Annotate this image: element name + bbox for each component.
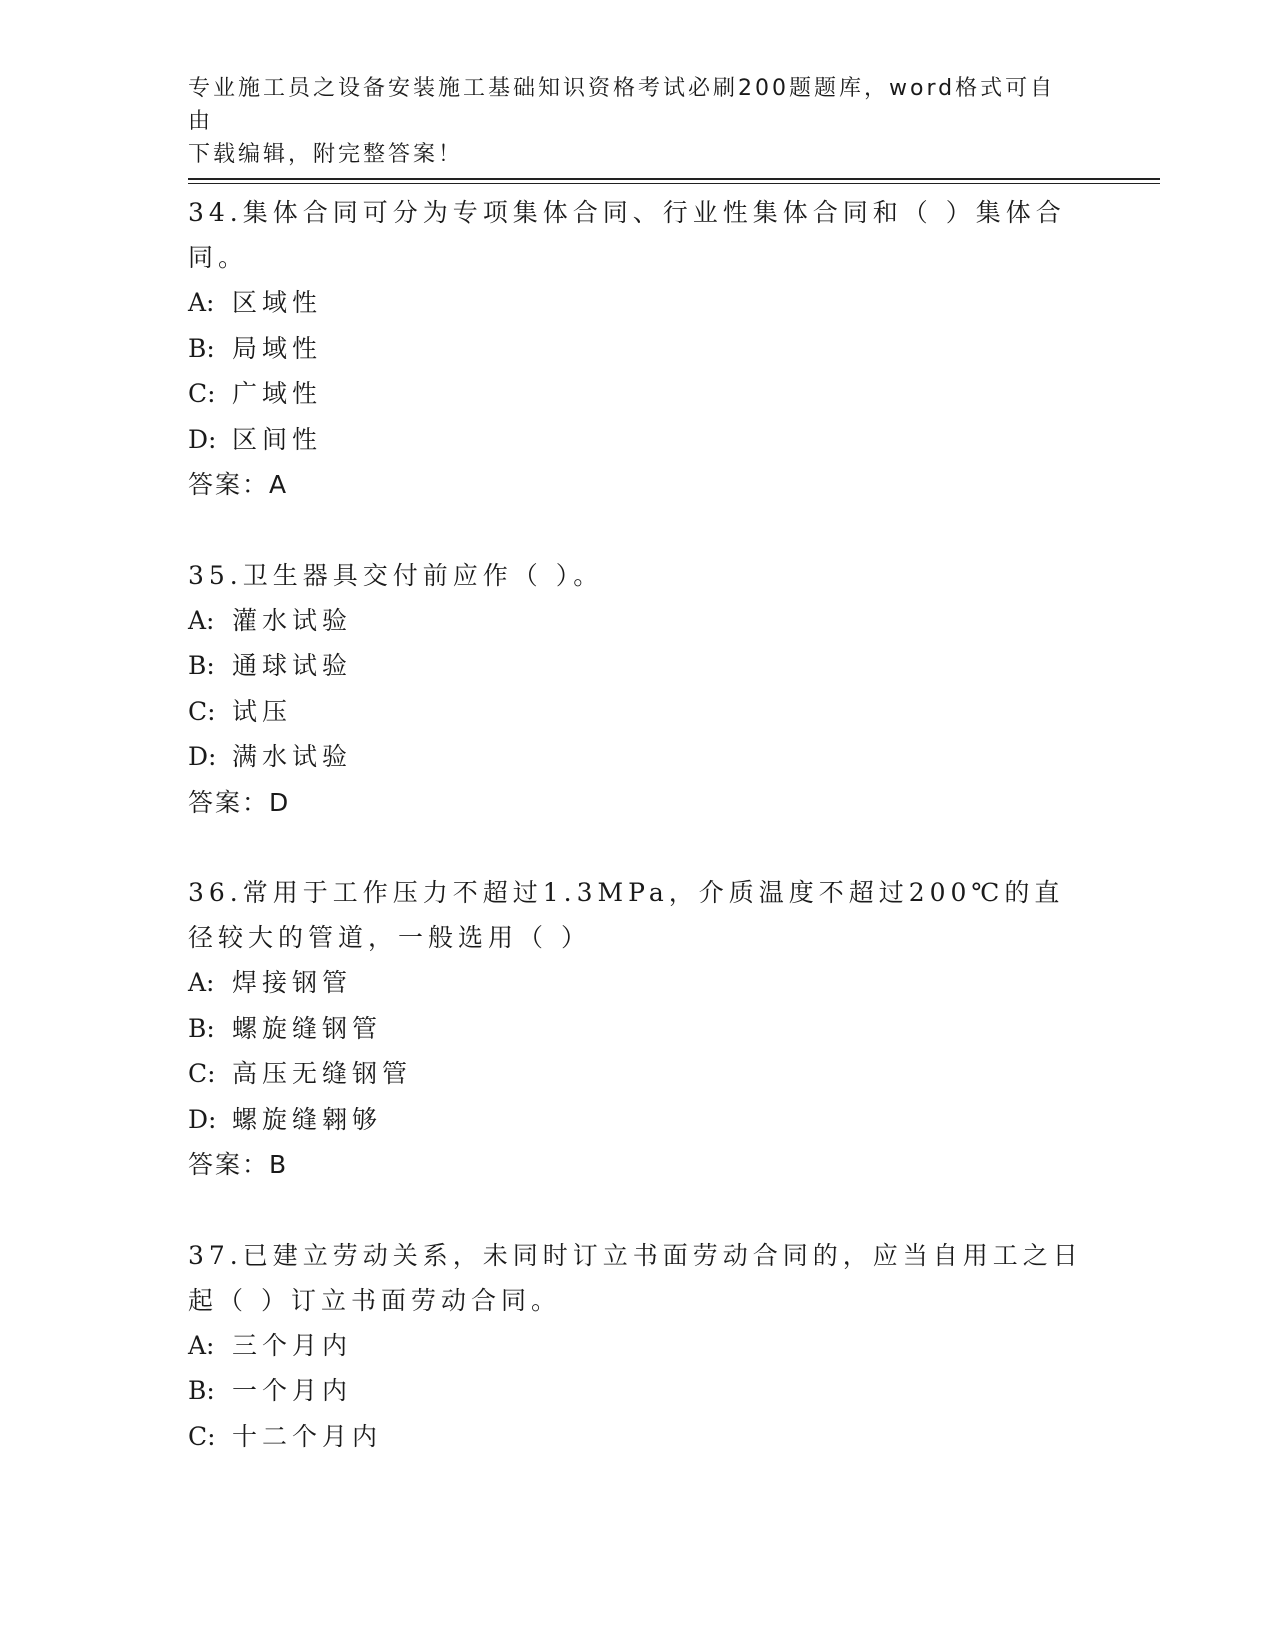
option-text: 三个月内	[232, 1330, 353, 1360]
option-text: 满水试验	[232, 742, 353, 771]
header-divider-thin	[188, 183, 1160, 184]
option-b	[188, 1006, 1088, 1052]
option-key: A:	[188, 605, 215, 635]
option-a	[188, 960, 1088, 1006]
option-key: A:	[188, 288, 215, 317]
option-b	[188, 643, 1088, 689]
answer-line: 答案：D	[188, 787, 291, 817]
answer-line: 答案：B	[188, 1150, 289, 1179]
option-key: B:	[188, 1013, 215, 1043]
question-36	[188, 870, 1088, 1188]
option-key: B:	[188, 651, 215, 680]
option-text: 区域性	[232, 288, 323, 317]
option-c	[188, 371, 1088, 417]
header-line-1: 专业施工员之设备安装施工基础知识资格考试必刷200题题库，word格式可自由	[188, 76, 1056, 134]
option-key: A:	[188, 1330, 215, 1360]
option-key: C:	[188, 696, 216, 726]
option-key: C:	[188, 1059, 216, 1088]
option-a	[188, 1323, 1088, 1369]
question-list	[188, 190, 1088, 1459]
option-key: B:	[188, 333, 215, 363]
document-header	[188, 72, 1068, 171]
option-text: 高压无缝钢管	[232, 1059, 413, 1088]
option-text: 螺旋缝翱够	[232, 1104, 383, 1134]
option-a	[188, 280, 1088, 326]
option-c	[188, 689, 1088, 735]
question-37	[188, 1233, 1088, 1460]
option-key: D:	[188, 424, 217, 454]
option-d	[188, 1097, 1088, 1143]
answer-line: 答案：A	[188, 470, 289, 499]
option-text: 广域性	[232, 379, 323, 408]
option-text: 螺旋缝钢管	[232, 1013, 383, 1043]
question-34	[188, 190, 1088, 508]
option-text: 十二个月内	[232, 1421, 383, 1451]
option-key: D:	[188, 742, 217, 771]
option-c	[188, 1414, 1088, 1460]
option-key: D:	[188, 1104, 217, 1134]
option-text: 通球试验	[232, 651, 353, 680]
option-c	[188, 1051, 1088, 1097]
question-stem: 37.已建立劳动关系，未同时订立书面劳动合同的，应当自用工之日起（ ）订立书面劳动合同。	[188, 1240, 1083, 1315]
option-text: 灌水试验	[232, 605, 353, 635]
question-35	[188, 553, 1088, 826]
option-text: 区间性	[232, 424, 323, 454]
question-stem: 36.常用于工作压力不超过1.3MPa，介质温度不超过200℃的直径较大的管道，一般选用（ ）	[188, 878, 1065, 952]
header-line-2: 下载编辑，附完整答案！	[188, 142, 464, 167]
question-stem: 34.集体合同可分为专项集体合同、行业性集体合同和（ ）集体合同。	[188, 198, 1066, 272]
option-key: A:	[188, 968, 215, 997]
option-d	[188, 734, 1088, 780]
option-key: C:	[188, 379, 216, 408]
option-text: 焊接钢管	[232, 968, 353, 997]
option-key: C:	[188, 1421, 216, 1451]
option-text: 试压	[232, 696, 293, 726]
option-b	[188, 326, 1088, 372]
question-stem: 35.卫生器具交付前应作（ ）。	[188, 560, 604, 590]
header-divider-thick	[188, 178, 1160, 180]
option-a	[188, 598, 1088, 644]
option-text: 一个月内	[232, 1376, 353, 1405]
option-d	[188, 417, 1088, 463]
option-text: 局域性	[232, 333, 323, 363]
option-key: B:	[188, 1376, 215, 1405]
option-b	[188, 1368, 1088, 1414]
